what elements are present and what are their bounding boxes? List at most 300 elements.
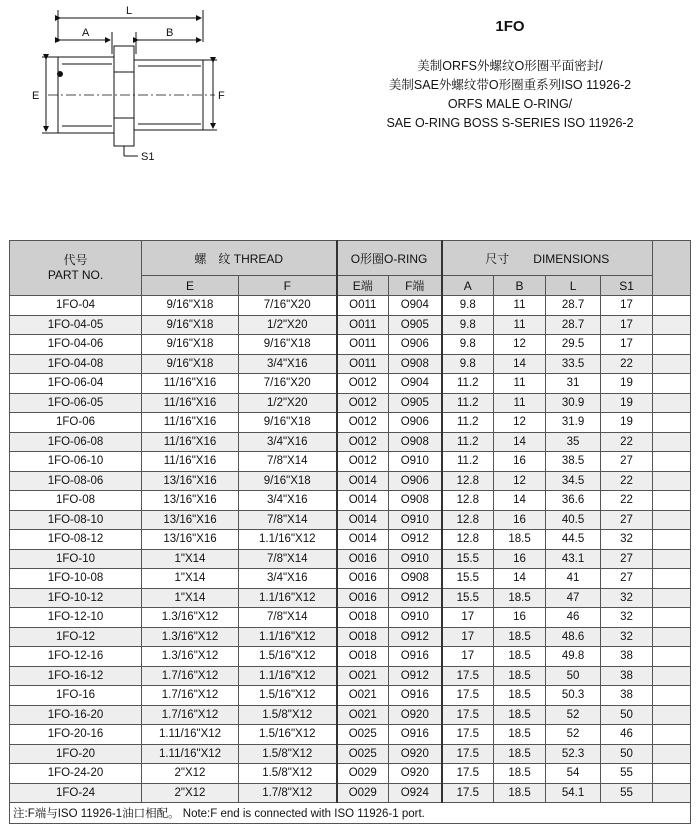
cell-oring-f: O920 — [389, 764, 442, 784]
cell-dim-a: 17 — [442, 647, 494, 667]
header-oring: O形圈O-RING — [337, 241, 442, 276]
cell-dim-l: 29.5 — [546, 335, 601, 355]
cell-dim-s1: 55 — [601, 783, 653, 803]
cell-oring-f: O904 — [389, 296, 442, 316]
cell-dim-s1: 22 — [601, 354, 653, 374]
cell-dim-b: 18.5 — [494, 744, 546, 764]
table-row — [10, 432, 691, 452]
cell-oring-f: O908 — [389, 432, 442, 452]
cell-dim-a: 17 — [442, 627, 494, 647]
cell-dim-b: 18.5 — [494, 530, 546, 550]
cell-thread-f: 1.7/8"X12 — [239, 783, 337, 803]
cell-oring-f: O912 — [389, 530, 442, 550]
cell-dim-l: 48.6 — [546, 627, 601, 647]
cell-part-no: 1FO-10 — [10, 549, 142, 569]
cell-thread-e: 13/16"X16 — [142, 510, 239, 530]
cell-dim-s1: 22 — [601, 471, 653, 491]
cell-dim-b: 18.5 — [494, 705, 546, 725]
cell-dim-s1: 50 — [601, 705, 653, 725]
cell-dim-b: 18.5 — [494, 627, 546, 647]
cell-dim-b: 11 — [494, 296, 546, 316]
cell-dim-b: 11 — [494, 315, 546, 335]
cell-thread-e: 11/16"X16 — [142, 413, 239, 433]
cell-dim-b: 14 — [494, 491, 546, 511]
cell-thread-f: 1.5/8"X12 — [239, 744, 337, 764]
cell-dim-l: 38.5 — [546, 452, 601, 472]
dim-label-S1: S1 — [141, 151, 155, 162]
table-row — [10, 393, 691, 413]
cell-dim-l: 30.9 — [546, 393, 601, 413]
cell-dim-s1: 22 — [601, 432, 653, 452]
cell-part-no: 1FO-24 — [10, 783, 142, 803]
cell-part-no: 1FO-12 — [10, 627, 142, 647]
cell-part-no: 1FO-16-12 — [10, 666, 142, 686]
header-thread: 螺 纹 THREAD — [142, 241, 337, 276]
cell-oring-f: O906 — [389, 413, 442, 433]
header-a: A — [442, 276, 494, 296]
cell-blank — [653, 588, 691, 608]
cell-oring-f: O906 — [389, 335, 442, 355]
table-row — [10, 569, 691, 589]
cell-thread-e: 9/16"X18 — [142, 315, 239, 335]
cell-oring-e: O011 — [337, 315, 389, 335]
cell-part-no: 1FO-16-20 — [10, 705, 142, 725]
cell-dim-l: 36.6 — [546, 491, 601, 511]
cell-oring-f: O910 — [389, 549, 442, 569]
title-line-1: 美制ORFS外螺纹O形圈平面密封/ — [417, 59, 603, 73]
cell-blank — [653, 471, 691, 491]
cell-oring-e: O014 — [337, 471, 389, 491]
cell-thread-f: 3/4"X16 — [239, 354, 337, 374]
cell-dim-b: 14 — [494, 569, 546, 589]
cell-thread-e: 1.3/16"X12 — [142, 647, 239, 667]
cell-dim-l: 54.1 — [546, 783, 601, 803]
table-row — [10, 491, 691, 511]
cell-oring-e: O011 — [337, 354, 389, 374]
product-code: 1FO — [495, 18, 525, 35]
cell-oring-f: O920 — [389, 705, 442, 725]
cell-dim-b: 18.5 — [494, 764, 546, 784]
o-ring-mark — [57, 71, 63, 77]
cell-dim-s1: 32 — [601, 530, 653, 550]
cell-oring-f: O912 — [389, 588, 442, 608]
cell-dim-a: 11.2 — [442, 393, 494, 413]
cell-dim-l: 50 — [546, 666, 601, 686]
table-row — [10, 354, 691, 374]
cell-dim-b: 14 — [494, 354, 546, 374]
table-row — [10, 686, 691, 706]
header-e: E — [142, 276, 239, 296]
cell-dim-a: 17.5 — [442, 705, 494, 725]
cell-dim-a: 17.5 — [442, 666, 494, 686]
cell-blank — [653, 666, 691, 686]
cell-thread-e: 1.7/16"X12 — [142, 666, 239, 686]
cell-blank — [653, 705, 691, 725]
cell-part-no: 1FO-10-12 — [10, 588, 142, 608]
dim-label-E: E — [32, 90, 40, 102]
cell-dim-a: 9.8 — [442, 354, 494, 374]
cell-dim-l: 47 — [546, 588, 601, 608]
cell-thread-f: 1.1/16"X12 — [239, 530, 337, 550]
cell-dim-a: 17.5 — [442, 744, 494, 764]
cell-dim-a: 9.8 — [442, 315, 494, 335]
cell-dim-a: 15.5 — [442, 588, 494, 608]
cell-blank — [653, 744, 691, 764]
dim-label-A: A — [82, 27, 90, 39]
cell-blank — [653, 530, 691, 550]
cell-part-no: 1FO-20 — [10, 744, 142, 764]
cell-dim-b: 14 — [494, 432, 546, 452]
cell-oring-e: O012 — [337, 452, 389, 472]
cell-dim-b: 12 — [494, 413, 546, 433]
cell-blank — [653, 315, 691, 335]
cell-dim-a: 12.8 — [442, 530, 494, 550]
cell-dim-l: 54 — [546, 764, 601, 784]
cell-part-no: 1FO-08-12 — [10, 530, 142, 550]
cell-thread-f: 9/16"X18 — [239, 471, 337, 491]
cell-part-no: 1FO-06-10 — [10, 452, 142, 472]
cell-oring-f: O908 — [389, 354, 442, 374]
cell-dim-b: 16 — [494, 608, 546, 628]
cell-part-no: 1FO-08-10 — [10, 510, 142, 530]
cell-oring-e: O012 — [337, 413, 389, 433]
title-line-2: 美制SAE外螺纹带O形圈重系列ISO 11926-2 — [388, 78, 632, 92]
cell-part-no: 1FO-04-08 — [10, 354, 142, 374]
table-row — [10, 374, 691, 394]
cell-part-no: 1FO-06-05 — [10, 393, 142, 413]
cell-thread-e: 1"X14 — [142, 588, 239, 608]
table-row — [10, 452, 691, 472]
cell-blank — [653, 491, 691, 511]
cell-dim-b: 11 — [494, 374, 546, 394]
cell-part-no: 1FO-08-06 — [10, 471, 142, 491]
cell-dim-b: 11 — [494, 393, 546, 413]
cell-part-no: 1FO-04-06 — [10, 335, 142, 355]
cell-thread-e: 2"X12 — [142, 783, 239, 803]
cell-thread-e: 1.7/16"X12 — [142, 705, 239, 725]
cell-oring-f: O906 — [389, 471, 442, 491]
cell-dim-l: 35 — [546, 432, 601, 452]
cell-dim-s1: 27 — [601, 549, 653, 569]
cell-dim-b: 12 — [494, 471, 546, 491]
cell-thread-f: 1.5/16"X12 — [239, 725, 337, 745]
cell-dim-l: 31.9 — [546, 413, 601, 433]
cell-oring-e: O021 — [337, 666, 389, 686]
cell-thread-e: 2"X12 — [142, 764, 239, 784]
cell-thread-e: 9/16"X18 — [142, 296, 239, 316]
cell-dim-s1: 17 — [601, 335, 653, 355]
cell-blank — [653, 510, 691, 530]
cell-oring-e: O025 — [337, 744, 389, 764]
cell-dim-s1: 27 — [601, 510, 653, 530]
cell-thread-f: 1.1/16"X12 — [239, 627, 337, 647]
cell-oring-e: O016 — [337, 549, 389, 569]
cell-oring-f: O916 — [389, 647, 442, 667]
cell-dim-l: 49.8 — [546, 647, 601, 667]
cell-thread-f: 7/8"X14 — [239, 452, 337, 472]
cell-thread-e: 1.3/16"X12 — [142, 608, 239, 628]
header-f: F — [239, 276, 337, 296]
cell-blank — [653, 608, 691, 628]
cell-thread-e: 1"X14 — [142, 569, 239, 589]
cell-dim-s1: 32 — [601, 588, 653, 608]
cell-thread-e: 1.7/16"X12 — [142, 686, 239, 706]
cell-dim-b: 18.5 — [494, 725, 546, 745]
cell-thread-e: 1"X14 — [142, 549, 239, 569]
cell-blank — [653, 647, 691, 667]
cell-dim-a: 17.5 — [442, 783, 494, 803]
cell-dim-b: 18.5 — [494, 686, 546, 706]
cell-oring-e: O012 — [337, 432, 389, 452]
header-e-end: E端 — [337, 276, 389, 296]
header-blank — [653, 241, 691, 296]
table-body — [10, 296, 691, 803]
cell-dim-l: 52.3 — [546, 744, 601, 764]
cell-thread-f: 9/16"X18 — [239, 335, 337, 355]
cell-oring-f: O916 — [389, 725, 442, 745]
cell-thread-f: 1/2"X20 — [239, 393, 337, 413]
table-row — [10, 530, 691, 550]
cell-dim-s1: 17 — [601, 296, 653, 316]
cell-thread-e: 1.11/16"X12 — [142, 744, 239, 764]
cell-blank — [653, 432, 691, 452]
cell-oring-e: O018 — [337, 608, 389, 628]
cell-thread-f: 1.1/16"X12 — [239, 588, 337, 608]
cell-thread-f: 7/8"X14 — [239, 549, 337, 569]
cell-blank — [653, 393, 691, 413]
cell-oring-f: O912 — [389, 627, 442, 647]
cell-dim-b: 16 — [494, 549, 546, 569]
cell-thread-e: 11/16"X16 — [142, 374, 239, 394]
cell-thread-f: 9/16"X18 — [239, 413, 337, 433]
cell-oring-f: O916 — [389, 686, 442, 706]
header-part-en: PART NO. — [47, 268, 104, 282]
table-row — [10, 764, 691, 784]
header-dimensions: 尺寸 DIMENSIONS — [442, 241, 653, 276]
cell-blank — [653, 569, 691, 589]
cell-dim-s1: 55 — [601, 764, 653, 784]
cell-dim-a: 12.8 — [442, 471, 494, 491]
cell-blank — [653, 627, 691, 647]
cell-thread-f: 3/4"X16 — [239, 432, 337, 452]
cell-thread-e: 9/16"X18 — [142, 335, 239, 355]
cell-dim-l: 33.5 — [546, 354, 601, 374]
cell-oring-f: O910 — [389, 452, 442, 472]
cell-part-no: 1FO-12-10 — [10, 608, 142, 628]
cell-dim-s1: 50 — [601, 744, 653, 764]
header-b: B — [494, 276, 546, 296]
cell-dim-a: 17.5 — [442, 725, 494, 745]
cell-oring-e: O012 — [337, 393, 389, 413]
cell-oring-f: O910 — [389, 608, 442, 628]
title-block — [340, 18, 680, 133]
cell-dim-b: 18.5 — [494, 666, 546, 686]
table-note: 注:F端与ISO 11926-1油口相配。 Note:F end is connected with ISO 11926-1 port. — [10, 803, 691, 824]
cell-blank — [653, 549, 691, 569]
cell-thread-f: 7/16"X20 — [239, 374, 337, 394]
cell-dim-a: 11.2 — [442, 374, 494, 394]
cell-oring-f: O905 — [389, 315, 442, 335]
header-part-no — [10, 241, 142, 296]
cell-thread-f: 3/4"X16 — [239, 569, 337, 589]
cell-thread-f: 1.1/16"X12 — [239, 666, 337, 686]
cell-thread-e: 11/16"X16 — [142, 432, 239, 452]
cell-thread-e: 11/16"X16 — [142, 393, 239, 413]
cell-part-no: 1FO-06 — [10, 413, 142, 433]
cell-dim-a: 15.5 — [442, 549, 494, 569]
cell-oring-f: O904 — [389, 374, 442, 394]
cell-dim-s1: 19 — [601, 413, 653, 433]
cell-thread-e: 13/16"X16 — [142, 471, 239, 491]
table-row — [10, 588, 691, 608]
cell-dim-a: 12.8 — [442, 491, 494, 511]
cell-dim-l: 52 — [546, 705, 601, 725]
spec-table — [9, 240, 691, 824]
cell-dim-s1: 32 — [601, 627, 653, 647]
cell-oring-e: O025 — [337, 725, 389, 745]
cell-part-no: 1FO-06-04 — [10, 374, 142, 394]
cell-dim-a: 11.2 — [442, 432, 494, 452]
cell-dim-a: 15.5 — [442, 569, 494, 589]
cell-oring-f: O905 — [389, 393, 442, 413]
cell-dim-a: 9.8 — [442, 335, 494, 355]
cell-dim-b: 18.5 — [494, 783, 546, 803]
cell-dim-l: 46 — [546, 608, 601, 628]
cell-blank — [653, 374, 691, 394]
cell-thread-e: 11/16"X16 — [142, 452, 239, 472]
cell-oring-e: O018 — [337, 647, 389, 667]
cell-dim-s1: 19 — [601, 393, 653, 413]
cell-dim-b: 18.5 — [494, 588, 546, 608]
cell-oring-e: O029 — [337, 764, 389, 784]
cell-thread-f: 1/2"X20 — [239, 315, 337, 335]
table-row — [10, 549, 691, 569]
cell-oring-e: O011 — [337, 335, 389, 355]
cell-blank — [653, 725, 691, 745]
table-row — [10, 647, 691, 667]
cell-oring-e: O014 — [337, 530, 389, 550]
cell-dim-l: 52 — [546, 725, 601, 745]
cell-dim-s1: 17 — [601, 315, 653, 335]
dim-label-F: F — [218, 90, 225, 102]
header-l: L — [546, 276, 601, 296]
title-line-4: SAE O-RING BOSS S-SERIES ISO 11926-2 — [386, 116, 634, 130]
cell-oring-e: O021 — [337, 686, 389, 706]
cell-thread-e: 1.11/16"X12 — [142, 725, 239, 745]
cell-part-no: 1FO-12-16 — [10, 647, 142, 667]
cell-part-no: 1FO-06-08 — [10, 432, 142, 452]
cell-thread-e: 9/16"X18 — [142, 354, 239, 374]
cell-part-no: 1FO-10-08 — [10, 569, 142, 589]
cell-dim-l: 28.7 — [546, 315, 601, 335]
cell-oring-f: O912 — [389, 666, 442, 686]
cell-thread-f: 1.5/16"X12 — [239, 647, 337, 667]
cell-thread-f: 3/4"X16 — [239, 491, 337, 511]
cell-dim-a: 17 — [442, 608, 494, 628]
table-row — [10, 666, 691, 686]
cell-part-no: 1FO-04-05 — [10, 315, 142, 335]
cell-oring-f: O920 — [389, 744, 442, 764]
cell-dim-b: 12 — [494, 335, 546, 355]
cell-oring-e: O016 — [337, 569, 389, 589]
cell-thread-f: 1.5/16"X12 — [239, 686, 337, 706]
table-row — [10, 705, 691, 725]
table-row — [10, 315, 691, 335]
cell-dim-l: 34.5 — [546, 471, 601, 491]
cell-dim-s1: 32 — [601, 608, 653, 628]
cell-thread-f: 7/8"X14 — [239, 608, 337, 628]
table-row — [10, 608, 691, 628]
cell-dim-l: 28.7 — [546, 296, 601, 316]
cell-oring-e: O029 — [337, 783, 389, 803]
header-f-end: F端 — [389, 276, 442, 296]
cell-part-no: 1FO-16 — [10, 686, 142, 706]
cell-dim-a: 17.5 — [442, 764, 494, 784]
table-row — [10, 510, 691, 530]
cell-part-no: 1FO-20-16 — [10, 725, 142, 745]
cell-oring-f: O910 — [389, 510, 442, 530]
cell-oring-f: O924 — [389, 783, 442, 803]
cell-dim-s1: 27 — [601, 569, 653, 589]
table-row — [10, 296, 691, 316]
cell-part-no: 1FO-24-20 — [10, 764, 142, 784]
cell-dim-s1: 19 — [601, 374, 653, 394]
cell-dim-a: 12.8 — [442, 510, 494, 530]
cell-dim-s1: 46 — [601, 725, 653, 745]
cell-oring-e: O014 — [337, 510, 389, 530]
cell-dim-l: 50.3 — [546, 686, 601, 706]
cell-thread-e: 13/16"X16 — [142, 530, 239, 550]
cell-blank — [653, 783, 691, 803]
cell-oring-f: O908 — [389, 569, 442, 589]
cell-dim-s1: 38 — [601, 647, 653, 667]
dim-label-L: L — [126, 5, 133, 17]
cell-dim-l: 40.5 — [546, 510, 601, 530]
cell-thread-f: 7/16"X20 — [239, 296, 337, 316]
cell-oring-e: O014 — [337, 491, 389, 511]
table-row — [10, 471, 691, 491]
table-row — [10, 744, 691, 764]
cell-oring-e: O018 — [337, 627, 389, 647]
table-row — [10, 413, 691, 433]
cell-dim-a: 11.2 — [442, 452, 494, 472]
cell-dim-s1: 22 — [601, 491, 653, 511]
table-row — [10, 627, 691, 647]
cell-thread-e: 13/16"X16 — [142, 491, 239, 511]
cell-thread-f: 1.5/8"X12 — [239, 705, 337, 725]
cell-oring-e: O016 — [337, 588, 389, 608]
cell-blank — [653, 452, 691, 472]
table-row — [10, 725, 691, 745]
cell-oring-f: O908 — [389, 491, 442, 511]
cell-dim-l: 43.1 — [546, 549, 601, 569]
cell-oring-e: O021 — [337, 705, 389, 725]
cell-thread-f: 7/8"X14 — [239, 510, 337, 530]
cell-dim-s1: 27 — [601, 452, 653, 472]
cell-blank — [653, 335, 691, 355]
cell-dim-a: 9.8 — [442, 296, 494, 316]
table-row — [10, 335, 691, 355]
header-s1: S1 — [601, 276, 653, 296]
cell-blank — [653, 413, 691, 433]
cell-dim-a: 11.2 — [442, 413, 494, 433]
cell-blank — [653, 354, 691, 374]
cell-blank — [653, 686, 691, 706]
cell-part-no: 1FO-04 — [10, 296, 142, 316]
cell-dim-b: 16 — [494, 510, 546, 530]
cell-dim-s1: 38 — [601, 666, 653, 686]
dim-label-B: B — [166, 27, 174, 39]
